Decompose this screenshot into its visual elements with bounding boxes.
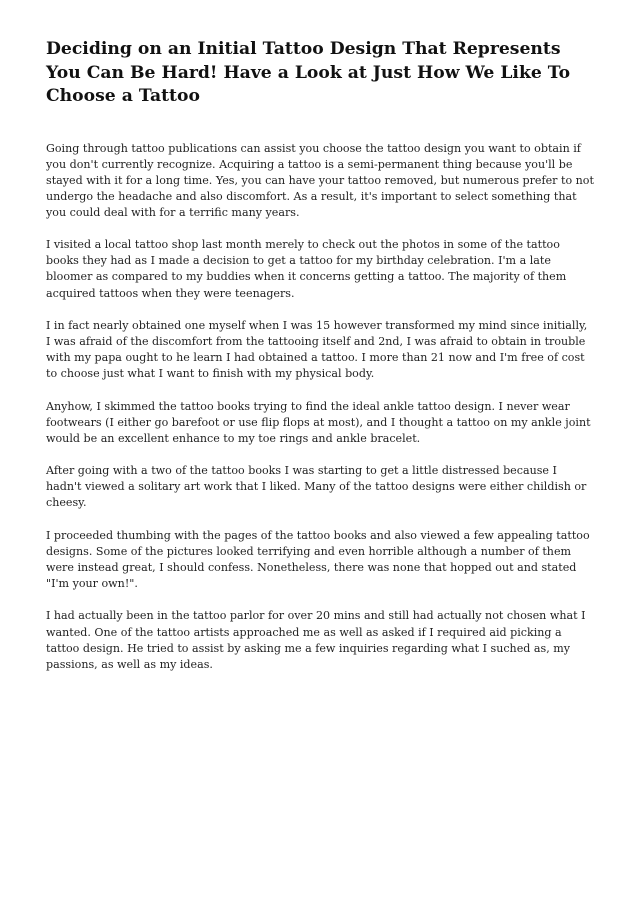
paragraph-3: I in fact nearly obtained one myself when I was 15 however transformed my mind since initially, I was afraid of the discomfort from the tattooing itself and 2nd, I was afraid to obtain in trouble with my papa ought to he learn I had obtained a tattoo. I more than 21 now and I'm free of cost to choose just what I want to finish with my physical body.	[46, 318, 588, 381]
paragraph-2: I visited a local tattoo shop last month merely to check out the photos in some of the tattoo books they had as I made a decision to get a tattoo for my birthday celebration. I'm a late bloomer as compared to my buddies when it concerns getting a tattoo. The majority of them acquired tattoos when they were teenagers.	[46, 238, 567, 300]
paragraph-1: Going through tattoo publications can assist you choose the tattoo design you want to obtain if you don't currently recognize. Acquiring a tattoo is a semi-permanent thing because you'll be stayed with it for a long time. Yes, you can have your tattoo removed, but numerous prefer to not undergo the headache and also discomfort. As a result, it's important to select something that you could deal with for a terrific many years.	[46, 141, 594, 219]
paragraph-5: After going with a two of the tattoo books I was starting to get a little distressed because I hadn't viewed a solitary art work that I liked. Many of the tattoo designs were either childish or cheesy.	[46, 464, 587, 510]
paragraph-7: I had actually been in the tattoo parlor for over 20 mins and still had actually not chosen what I wanted. One of the tattoo artists approached me as well as asked if I required aid picking a tattoo design. He tried to assist by asking me a few inquiries regarding what I suched as, my passions, as well as my ideas.	[46, 609, 586, 671]
paragraph-6: I proceeded thumbing with the pages of the tattoo books and also viewed a few appealing tattoo designs. Some of the pictures looked terrifying and even horrible although a number of them were instead great, I should confess. Nonetheless, there was none that hopped out and stated "I'm your own!".	[46, 528, 590, 591]
document-page	[46, 38, 594, 689]
document-title: Deciding on an Initial Tattoo Design That Represents You Can Be Hard! Have a Look at Just How We Like To Choose a Tattoo	[46, 39, 571, 106]
paragraph-4: Anyhow, I skimmed the tattoo books trying to find the ideal ankle tattoo design. I never wear footwears (I either go barefoot or use flip flops at most), and I thought a tattoo on my ankle joint would be an excellent enhance to my toe rings and ankle bracelet.	[46, 399, 591, 445]
